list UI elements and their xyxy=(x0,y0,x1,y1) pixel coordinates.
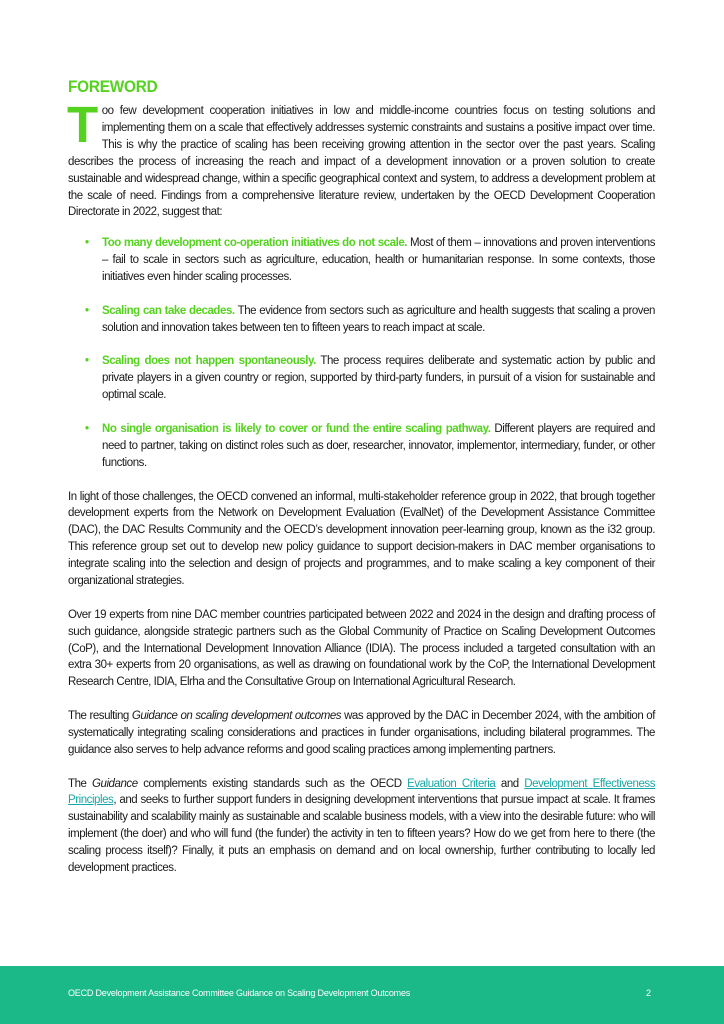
list-item xyxy=(68,303,655,337)
list-item xyxy=(68,235,655,286)
bullet-lead: Too many development co-operation initiatives do not scale. xyxy=(102,237,408,250)
guidance-italic: Guidance xyxy=(92,777,138,790)
list-item xyxy=(68,421,655,472)
intro-text: oo few development cooperation initiatives in low and middle-income countries focus on testing solutions and implementing them on a scale that effectively addresses systemic constraints and sustains a positive impact over time. This is why the practice of scaling has been receiving growing attention in the sector over the past years. Scaling describes the process of increasing the reach and impact of a development innovation or a proven solution to create sustainable and widespread change, within a specific geographical context and system, to address a development problem at the scale of need. Findings from a comprehensive literature review, undertaken by the OECD Development Cooperation Directorate in 2022, suggest that: xyxy=(68,105,655,219)
bullet-text: The process requires deliberate and systematic action by public and private players in a given country or region, supported by third-party funders, in pursuit of a vision for sustainable and optimal scale. xyxy=(102,355,656,402)
bullet-icon: • xyxy=(85,355,89,368)
paragraph-complements xyxy=(68,776,655,877)
footer-title: OECD Development Assistance Committee Guidance on Scaling Development Outcomes xyxy=(68,988,411,998)
page-footer xyxy=(0,966,724,1024)
bullet-text: Different players are required and need to partner, taking on distinct roles such as doer, researcher, innovator, implementor, intermediary, funder, or other functions. xyxy=(102,422,655,469)
approval-suffix: was approved by the DAC in December 2024, with the ambition of systematically integrating scaling considerations and practices in funder organisations, including bilateral programmes. The guidance also serves to help advance reforms and good scaling practices among implementing partners. xyxy=(68,710,655,756)
bullet-icon: • xyxy=(85,422,89,435)
complements-mid1: complements existing standards such as the OECD xyxy=(137,777,408,790)
bullet-icon: • xyxy=(85,237,89,250)
bullet-lead: Scaling can take decades. xyxy=(102,304,235,317)
bullet-text: Most of them – innovations and proven interventions – fail to scale in sectors such as agriculture, education, health or humanitarian response. In some contexts, those initiatives even hinder scaling processes. xyxy=(102,237,655,284)
page-title: FOREWORD xyxy=(68,77,158,97)
bullet-lead: No single organisation is likely to cover or fund the entire scaling pathway. xyxy=(102,422,491,435)
complements-prefix: The xyxy=(68,777,93,790)
complements-suffix: , and seeks to further support funders in designing development interventions that pursue impact at scale. It frames sustainability and scalability mainly as sustainable and scalable business models, with a view into the desirable future: who will implement (the doer) and who will fund (the funder) the activity in ten to fifteen years? How do we get from here to there (the scaling process itself)? Finally, it puts an emphasis on demand and on local ownership, further contributing to locally led development practices. xyxy=(68,794,655,875)
list-item xyxy=(68,353,655,404)
paragraph-reference-group: In light of those challenges, the OECD convened an informal, multi-stakeholder reference group in 2022, that brough together development experts from the Network on Development Evaluation (EvalNet) of the Development Assistance Committee (DAC), the DAC Results Community and the OECD’s development innovation peer-learning group, known as the i32 group. This reference group set out to develop new policy guidance to support decision-makers in DAC member organisations to integrate scaling into the selection and design of projects and programmes, and to make scaling a key component of their organizational strategies. xyxy=(68,490,655,588)
drop-cap: T xyxy=(67,96,98,153)
bullet-lead: Scaling does not happen spontaneously. xyxy=(102,355,316,368)
paragraph-approval xyxy=(68,708,655,759)
approval-prefix: The resulting xyxy=(68,710,132,723)
page-number: 2 xyxy=(646,988,652,998)
paragraph-experts: Over 19 experts from nine DAC member countries participated between 2022 and 2024 in the design and drafting process of such guidance, alongside strategic partners such as the Global Community of Practice on Scaling Development Outcomes (CoP), and the International Development Innovation Alliance (IDIA). The process included a targeted consultation with an extra 30+ experts from 20 organisations, as well as drawing on foundational work by the CoP, the International Development Research Centre, IDIA, Elrha and the Consultative Group on International Agricultural Research. xyxy=(68,608,655,689)
guidance-title-italic: Guidance on scaling development outcomes xyxy=(131,710,342,723)
intro-paragraph xyxy=(67,96,655,221)
development-effectiveness-principles-link[interactable]: Development Effectiveness Principles xyxy=(68,777,655,807)
findings-list xyxy=(68,235,655,471)
complements-mid2: and xyxy=(495,777,525,790)
bullet-icon: • xyxy=(85,304,89,317)
bullet-text: The evidence from sectors such as agriculture and health suggests that scaling a proven solution and innovation takes between ten to fifteen years to reach impact at scale. xyxy=(102,304,656,334)
foreword-body xyxy=(67,96,656,894)
evaluation-criteria-link[interactable]: Evaluation Criteria xyxy=(407,777,496,790)
